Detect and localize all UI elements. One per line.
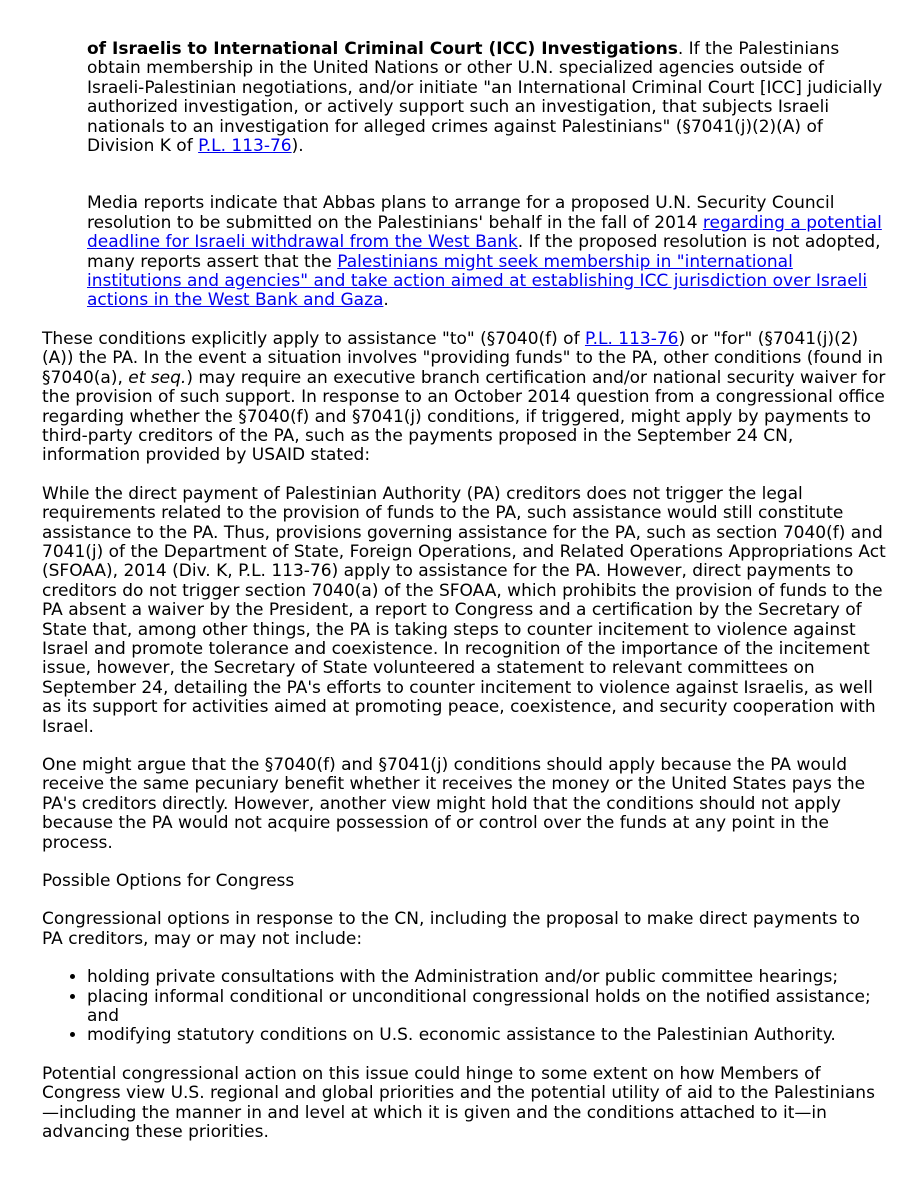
indented-block bbox=[87, 40, 886, 311]
usaid-quote: While the direct payment of Palestinian Authority (PA) creditors does not trigger the legal requirements related to the provision of funds to the PA, such assistance would still constitute assistance to the PA. Thus, provisions governing assistance for the PA, such as section 7040(f) and 7041(j) of the Department of State, Foreign Operations, and Related Operations Appropriations Act (SFOAA), 2014 (Div. K, P.L. 113-76) apply to assistance for the PA. However, direct payments to creditors do not trigger section 7040(a) of the SFOAA, which prohibits the provision of funds to the PA absent a waiver by the President, a report to Congress and a certification by the Secretary of State that, among other things, the PA is taking steps to counter incitement to violence against Israel and promote tolerance and coexistence. In recognition of the importance of the incitement issue, however, the Secretary of State volunteered a statement to relevant committees on September 24, detailing the PA's efforts to counter incitement to violence against Israelis, as well as its support for activities aimed at promoting peace, coexistence, and security cooperation with Israel. bbox=[42, 483, 886, 737]
deadline-link[interactable]: regarding a potential deadline for Israeli withdrawal from the West Bank bbox=[87, 212, 882, 253]
icc-paragraph bbox=[87, 40, 886, 156]
icc-text-b: ). bbox=[291, 136, 304, 157]
section-heading: Possible Options for Congress bbox=[42, 871, 295, 892]
icc-text-a: . If the Palestinians obtain membership in the United Nations or other U.N. specialized agencies outside of Israeli-Palestinian negotiations, and/or initiate "an International Criminal Court [ICC] judicially authorized investigation, or actively support such an investigation, that subjects Israeli nationals to an investigation for alleged crimes against Palestinians" (§7041(j)(2)(A) of Division K of bbox=[87, 39, 883, 157]
list-item: • modifying statutory conditions on U.S. economic assistance to the Palestinian Authority. bbox=[87, 1026, 886, 1045]
spacer bbox=[87, 156, 886, 194]
argument-paragraph: One might argue that the §7040(f) and §7041(j) conditions should apply because the PA would receive the same pecuniary benefit whether it receives the money or the United States pays the PA's creditors directly. However, another view might hold that the conditions should not apply because the PA would not acquire possession of or control over the funds at any point in the process. bbox=[42, 755, 866, 853]
pl-113-76-link[interactable]: P.L. 113-76 bbox=[198, 136, 292, 157]
et-seq: et seq. bbox=[128, 367, 187, 388]
media-text-a: Media reports indicate that Abbas plans to arrange for a proposed U.N. Security Council resolution to be submitted on the Palestinians' behalf in the fall of 2014 bbox=[87, 193, 835, 233]
media-paragraph bbox=[87, 194, 886, 310]
conditions-text-c: ) may require an executive branch certification and/or national security waiver for the provision of such support. In response to an October 2014 question from a congressional office regarding whether the §7040(f) and §7041(j) conditions, if triggered, might apply by payments to third-party creditors of the PA, such as the payments proposed in the September 24 CN, information provided by USAID stated: bbox=[42, 367, 886, 466]
options-list bbox=[42, 968, 886, 1046]
bold-lead: of Israelis to International Criminal Court (ICC) Investigations bbox=[87, 39, 678, 59]
spacer bbox=[42, 311, 886, 330]
conditions-text-b: ) or "for" (§7041(j)(2)(A)) the PA. In the event a situation involves "providing funds" to the PA, other conditions (found in §7040(a), bbox=[42, 328, 884, 388]
options-intro: Congressional options in response to the CN, including the proposal to make direct payments to PA creditors, may or may not include: bbox=[42, 909, 860, 949]
media-text-c: . bbox=[383, 290, 389, 311]
list-item: • holding private consultations with the Administration and/or public committee hearings; bbox=[87, 968, 886, 987]
pl-113-76-link[interactable]: P.L. 113-76 bbox=[584, 328, 679, 349]
conditions-text-a: These conditions explicitly apply to assistance "to" (§7040(f) of bbox=[42, 328, 585, 349]
list-item: • placing informal conditional or unconditional congressional holds on the notified assistance; and bbox=[87, 988, 886, 1027]
membership-link[interactable]: Palestinians might seek membership in "international institutions and agencies" and take action aimed at establishing ICC jurisdiction over Israeli actions in the West Bank and Gaza bbox=[87, 251, 868, 311]
media-text-b: . If the proposed resolution is not adopted, many reports assert that the bbox=[87, 232, 881, 272]
conditions-paragraph bbox=[42, 330, 886, 466]
conclusion-paragraph: Potential congressional action on this issue could hinge to some extent on how Members of Congress view U.S. regional and global priorities and the potential utility of aid to the Palestinians—including the manner in and level at which it is given and the conditions attached to it—in advancing these priorities. bbox=[42, 1063, 875, 1143]
